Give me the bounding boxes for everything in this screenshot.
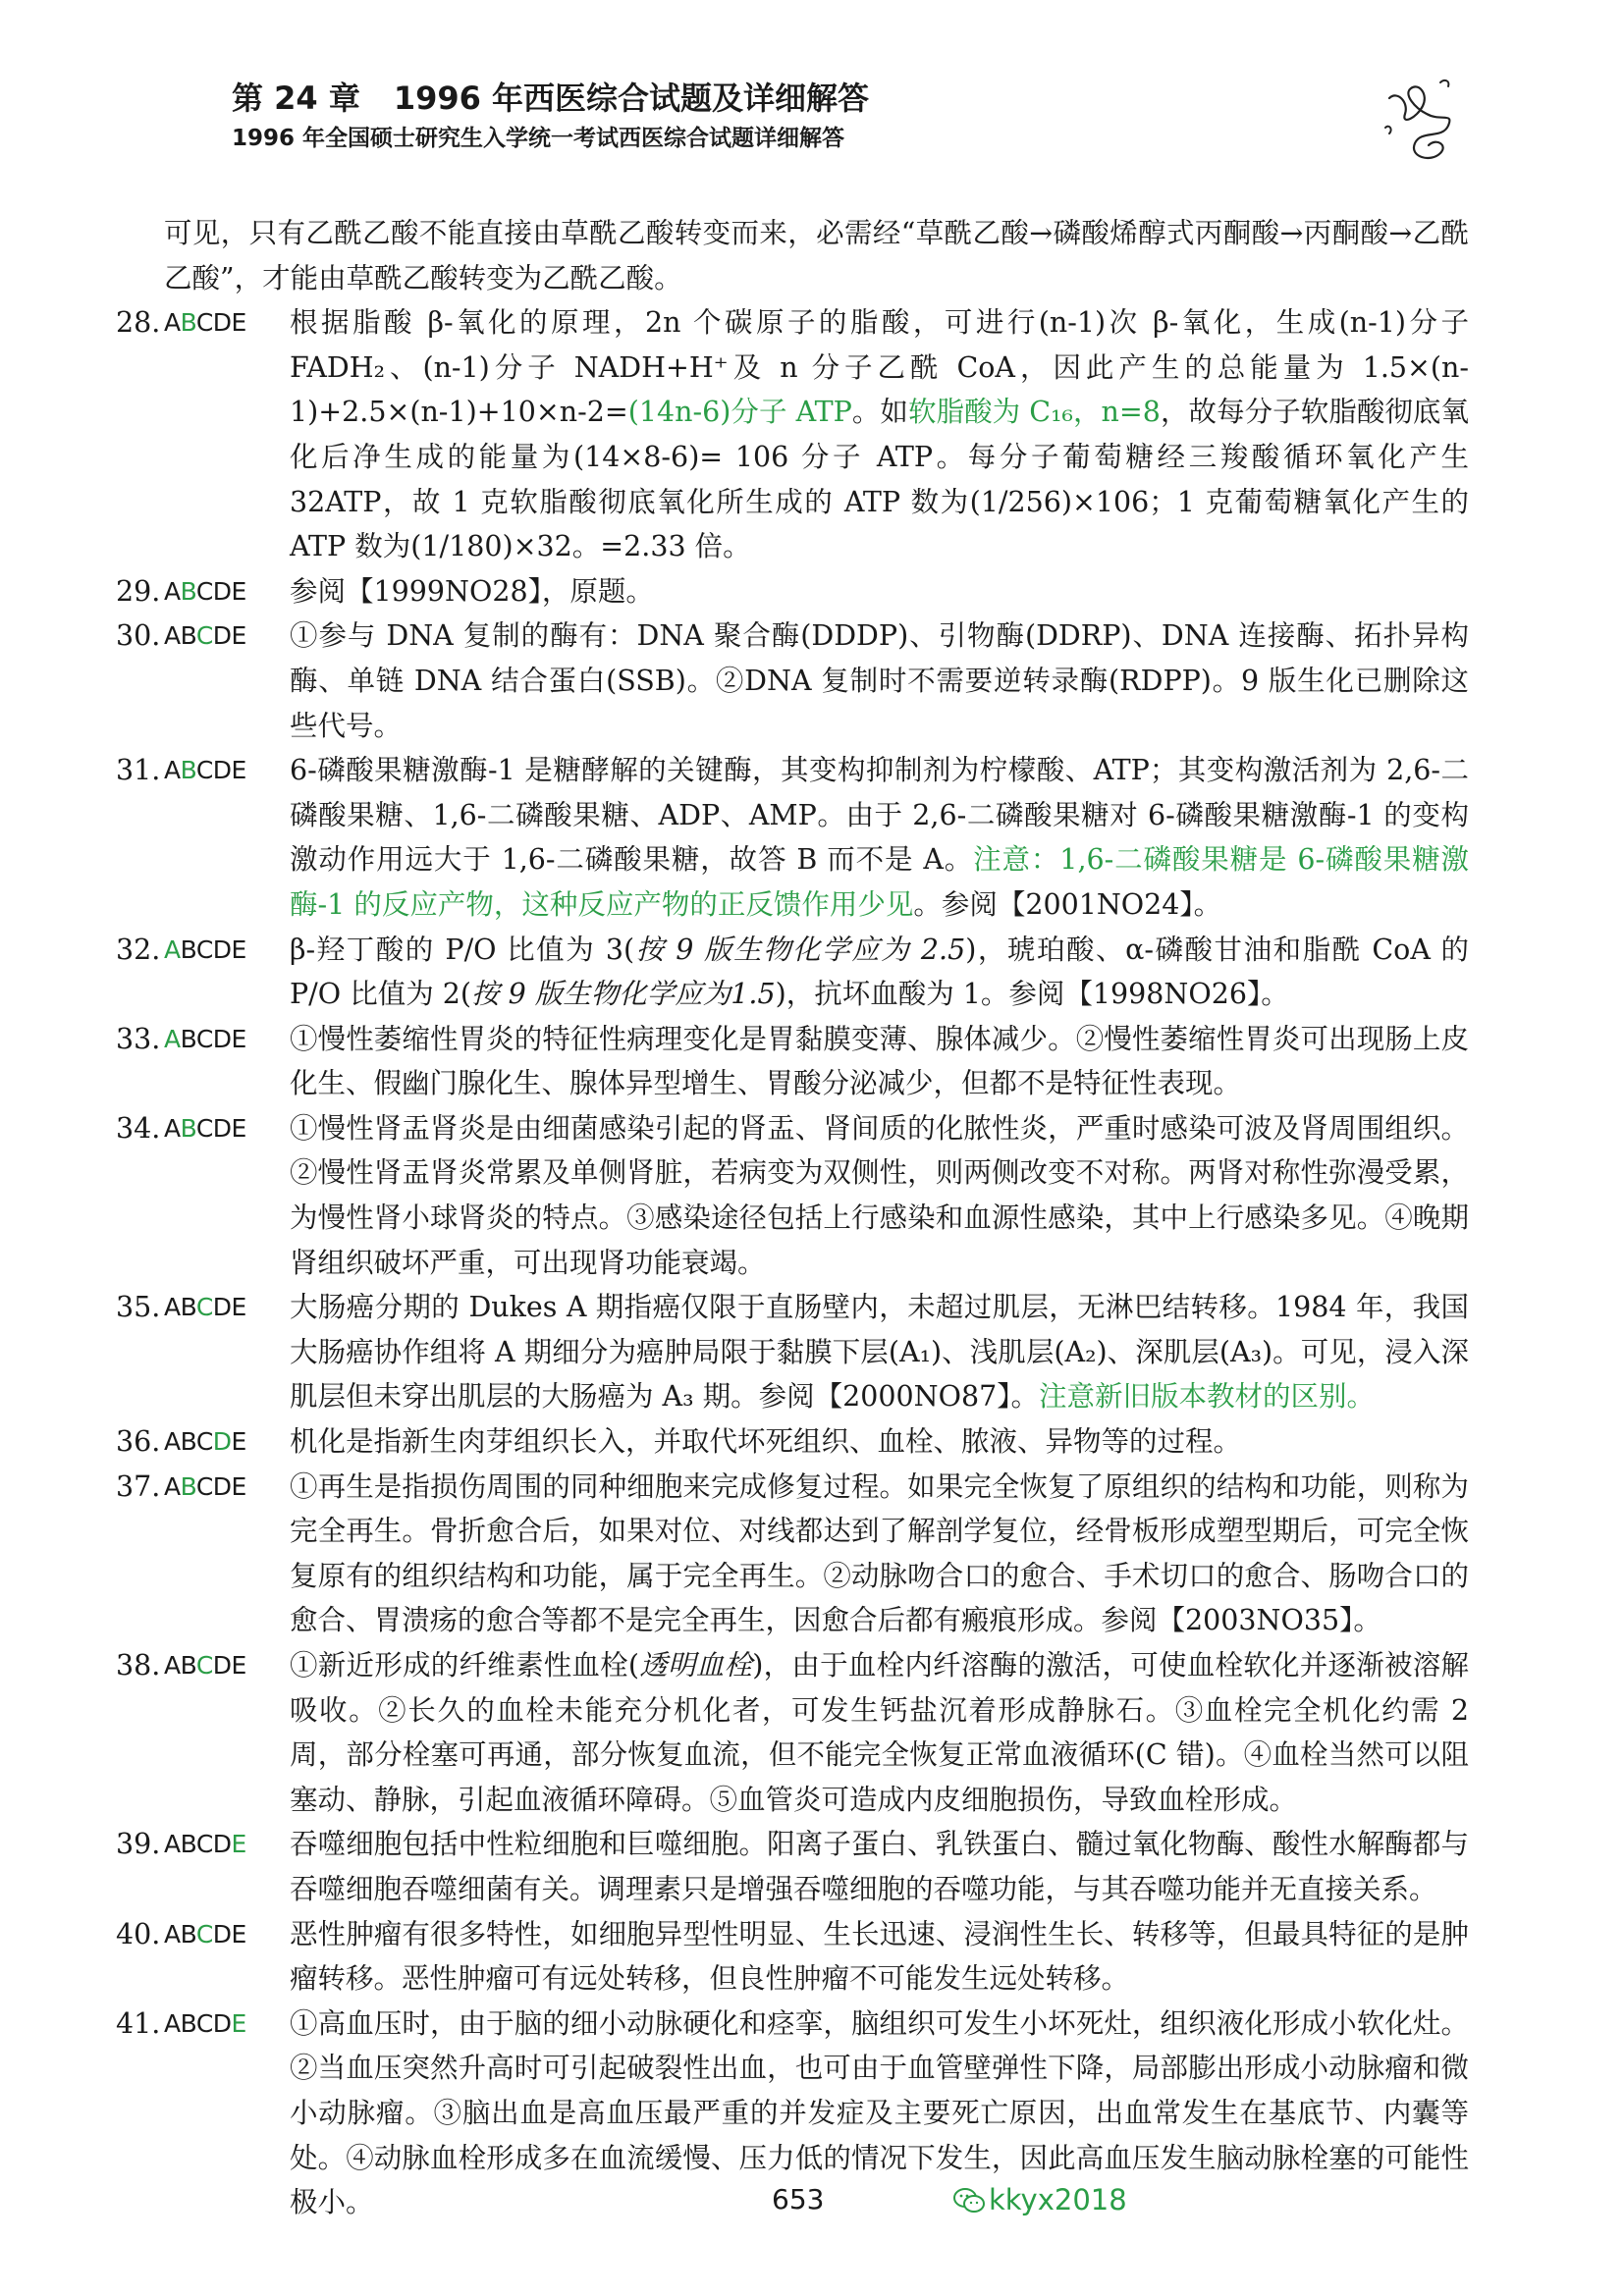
correct-option: A <box>164 1024 181 1053</box>
explanation-text <box>290 300 1469 569</box>
answer-options <box>158 1017 290 1106</box>
options-after: DE <box>212 1919 246 1949</box>
explanation-segment: ①高血压时，由于脑的细小动脉硬化和痉挛，脑组织可发生小坏死灶，组织液化形成小软化灶。②当血压突然升高时可引起破裂性出血，也可由于血管壁弹性下降，局部膨出形成小动脉瘤和微小动脉瘤。③脑出血是高血压最严重的并发症及主要死亡原因，出血常发生在基底节、内囊等处。④动脉血栓形成多在血流缓慢、压力低的情况下发生，因此高血压发生脑动脉栓塞的可能性极小。 <box>290 2006 1469 2219</box>
correct-option: B <box>180 576 196 606</box>
explanation-text <box>290 1285 1469 1419</box>
answer-list <box>116 300 1469 2225</box>
correct-option: C <box>195 1919 213 1949</box>
options-before: A <box>164 576 181 606</box>
explanation-segment: ，故每分子软脂酸彻底氧化后净生成的能量为(14×8-6)= 106 分子 ATP。每分子葡萄糖经三羧酸循环氧化产生 32ATP，故 1 克软脂酸彻底氧化所生成的 ATP 数为(1/256)×106；1 克葡萄糖氧化产生的 ATP 数为(1/180)×32。=2.33 倍。 <box>290 396 1469 563</box>
options-before: AB <box>164 621 196 651</box>
answer-item <box>116 569 1469 614</box>
explanation-segment: )，由于血栓内纤溶酶的激活，可使血栓软化并逐渐被溶解吸收。②长久的血栓未能充分机化者，可发生钙盐沉着形成静脉石。③血栓完全机化约需 2 周，部分栓塞可再通，部分恢复血流，但不能完全恢复正常血液循环(C 错)。④血栓当然可以阻塞动、静脉，引起血液循环障碍。⑤血管炎可造成内皮细胞损伤，导致血栓形成。 <box>290 1649 1469 1816</box>
explanation-segment: ①慢性萎缩性胃炎的特征性病理变化是胃黏膜变薄、腺体减少。②慢性萎缩性胃炎可出现肠上皮化生、假幽门腺化生、腺体异型增生、胃酸分泌减少，但都不是特征性表现。 <box>290 1022 1469 1100</box>
options-after: BCDE <box>180 1024 246 1053</box>
options-after: CDE <box>195 1471 246 1501</box>
question-number: 29. <box>116 574 161 608</box>
correct-option: C <box>195 1293 213 1322</box>
options-before: A <box>164 308 181 338</box>
italic-note: 按 9 版生物化学应为1.5 <box>471 978 776 1011</box>
question-number: 36. <box>116 1425 161 1459</box>
answer-options <box>158 569 290 614</box>
question-number: 34. <box>116 1111 161 1145</box>
explanation-text <box>290 614 1469 748</box>
answer-options <box>158 300 290 569</box>
options-after: CDE <box>195 308 246 338</box>
question-number: 30. <box>116 619 161 653</box>
correct-option: E <box>231 2008 246 2038</box>
answer-item <box>116 1912 1469 2002</box>
options-after: DE <box>212 621 246 651</box>
correct-option: B <box>180 1113 196 1143</box>
answer-item <box>116 1106 1469 1285</box>
explanation-text <box>290 1822 1469 1911</box>
watermark <box>952 2183 1127 2216</box>
answer-options <box>158 1465 290 1643</box>
question-number: 40. <box>116 1917 161 1950</box>
question-number: 37. <box>116 1469 161 1503</box>
answer-item <box>116 1285 1469 1419</box>
correct-option: A <box>164 934 181 964</box>
explanation-segment: 根据脂酸 β-氧化的原理，2n 个碳原子的脂酸，可进行(n-1)次 β-氧化，生成(n-1)分子 FADH₂、(n-1)分子 NADH+H⁺及 n 分子乙酰 CoA，因此产生的总能量为 1.5×(n-1)+2.5×(n-1)+10×n-2= <box>290 306 1469 429</box>
chapter-title: 1996 年西医综合试题及详细解答 <box>393 80 870 117</box>
options-before: A <box>164 1113 181 1143</box>
options-before: AB <box>164 1651 196 1680</box>
question-number: 39. <box>116 1828 161 1861</box>
question-number: 31. <box>116 754 161 787</box>
explanation-segment: ①慢性肾盂肾炎是由细菌感染引起的肾盂、肾间质的化脓性炎，严重时感染可波及肾周围组织。②慢性肾盂肾炎常累及单侧肾脏，若病变为双侧性，则两侧改变不对称。两肾对称性弥漫受累，为慢性肾小球肾炎的特点。③感染途径包括上行感染和血源性感染，其中上行感染多见。④晚期肾组织破坏严重，可出现肾功能衰竭。 <box>290 1111 1469 1279</box>
highlight-note: 注意：1,6-二磷酸果糖是 6-磷酸果糖激酶-1 的反应产物，这种反应产物的正反馈作用少见 <box>290 843 1469 921</box>
scribble-logo-icon <box>1380 69 1468 177</box>
options-after: DE <box>212 1293 246 1322</box>
explanation-segment: )，抗坏血酸为 1。参阅【1998NO26】。 <box>775 978 1289 1011</box>
correct-option: C <box>195 1651 213 1680</box>
options-before: A <box>164 756 181 785</box>
answer-item <box>116 300 1469 569</box>
answer-item <box>116 748 1469 927</box>
options-after: DE <box>212 1651 246 1680</box>
explanation-segment: 。参阅【2001NO24】。 <box>913 887 1222 921</box>
explanation-segment: 机化是指新生肉芽组织长入，并取代坏死组织、血栓、脓液、异物等的过程。 <box>290 1425 1242 1459</box>
question-number: 32. <box>116 933 161 966</box>
explanation-segment: 参阅【1999NO28】，原题。 <box>290 574 654 608</box>
options-after: CDE <box>195 576 246 606</box>
answer-options <box>158 1912 290 2002</box>
correct-option: C <box>195 621 213 651</box>
answer-options <box>158 1643 290 1822</box>
explanation-text <box>290 569 1469 614</box>
answer-item <box>116 928 1469 1017</box>
answer-options <box>158 614 290 748</box>
explanation-segment: ①参与 DNA 复制的酶有：DNA 聚合酶(DDDP)、引物酶(DDRP)、DNA 连接酶、拓扑异构酶、单链 DNA 结合蛋白(SSB)。②DNA 复制时不需要逆转录酶(RDPP)。9 版生化已删除这些代号。 <box>290 619 1469 742</box>
correct-option: B <box>180 756 196 785</box>
answer-item <box>116 1017 1469 1106</box>
correct-option: B <box>180 308 196 338</box>
explanation-text <box>290 928 1469 1017</box>
explanation-segment: ①新近形成的纤维素性血栓( <box>290 1649 640 1682</box>
options-after: BCDE <box>180 934 246 964</box>
explanation-segment: 吞噬细胞包括中性粒细胞和巨噬细胞。阳离子蛋白、乳铁蛋白、髓过氧化物酶、酸性水解酶都与吞噬细胞吞噬细菌有关。调理素只是增强吞噬细胞的吞噬功能，与其吞噬功能并无直接关系。 <box>290 1828 1469 1905</box>
explanation-text <box>290 1912 1469 2002</box>
highlight-note: 注意新旧版本教材的区别。 <box>1038 1380 1375 1414</box>
explanation-segment: ①再生是指损伤周围的同种细胞来完成修复过程。如果完全恢复了原组织的结构和功能，则称为完全再生。骨折愈合后，如果对位、对线都达到了解剖学复位，经骨板形成塑型期后，可完全恢复原有的组织结构和功能，属于完全再生。②动脉吻合口的愈合、手术切口的愈合、肠吻合口的愈合、胃溃疡的愈合等都不是完全再生，因愈合后都有瘢痕形成。参阅【2003NO35】。 <box>290 1469 1469 1637</box>
options-after: E <box>231 1427 246 1457</box>
correct-option: E <box>231 1830 246 1859</box>
page-header <box>232 77 1469 155</box>
continuation-paragraph: 可见，只有乙酰乙酸不能直接由草酰乙酸转变而来，必需经“草酰乙酸→磷酸烯醇式丙酮酸→丙酮酸→乙酰乙酸”，才能由草酰乙酸转变为乙酰乙酸。 <box>164 217 1469 294</box>
wechat-icon <box>952 2187 986 2215</box>
options-before: ABCD <box>164 2008 232 2038</box>
italic-note: 透明血栓 <box>639 1649 753 1682</box>
options-before: A <box>164 1471 181 1501</box>
explanation-text <box>290 2002 1469 2225</box>
chapter-number: 第 24 章 <box>232 80 360 117</box>
page-number: 653 <box>772 2183 825 2216</box>
explanation-segment: 。如 <box>851 396 908 429</box>
explanation-segment: 大肠癌分期的 Dukes A 期指癌仅限于直肠壁内，未超过肌层，无淋巴结转移。1984 年，我国大肠癌协作组将 A 期细分为癌肿局限于黏膜下层(A₁)、浅肌层(A₂)、深肌层(A₃)。可见，浸入深肌层但未穿出肌层的大肠癌为 A₃ 期。参阅【2000NO87】。 <box>290 1291 1469 1414</box>
explanation-text <box>290 1465 1469 1643</box>
answer-options <box>158 928 290 1017</box>
answer-options <box>158 1822 290 1911</box>
answer-options <box>158 1285 290 1419</box>
options-before: ABC <box>164 1427 213 1457</box>
options-after: CDE <box>195 756 246 785</box>
chapter-subtitle: 1996 年全国硕士研究生入学统一考试西医综合试题详细解答 <box>232 126 845 151</box>
answer-item <box>116 1465 1469 1643</box>
question-number: 35. <box>116 1291 161 1324</box>
answer-item <box>116 1822 1469 1911</box>
highlight-note: 软脂酸为 C₁₆，n=8 <box>907 396 1161 429</box>
chapter-heading <box>232 77 1469 120</box>
watermark-text: kkyx2018 <box>989 2183 1127 2216</box>
answer-content <box>116 211 1469 2225</box>
italic-note: 按 9 版生物化学应为 2.5 <box>634 933 966 966</box>
explanation-text <box>290 1419 1469 1465</box>
answer-item <box>116 1419 1469 1465</box>
answer-options <box>158 2002 290 2225</box>
options-before: AB <box>164 1293 196 1322</box>
question-number: 41. <box>116 2006 161 2040</box>
question-number: 28. <box>116 306 161 340</box>
explanation-segment: 6-磷酸果糖激酶-1 是糖酵解的关键酶，其变构抑制剂为柠檬酸、ATP；其变构激活剂为 2,6-二磷酸果糖、1,6-二磷酸果糖、ADP、AMP。由于 2,6-二磷酸果糖对 6-磷酸果糖激酶-1 的变构激动作用远大于 1,6-二磷酸果糖，故答 B 而不是 A。 <box>290 754 1469 877</box>
options-before: AB <box>164 1919 196 1949</box>
options-before: ABCD <box>164 1830 232 1859</box>
options-after: CDE <box>195 1113 246 1143</box>
correct-option: B <box>180 1471 196 1501</box>
correct-option: D <box>212 1427 232 1457</box>
explanation-text <box>290 1017 1469 1106</box>
answer-item <box>116 1643 1469 1822</box>
explanation-segment: )，琥珀酸、α-磷酸甘油和脂酰 CoA 的 P/O 比值为 2( <box>290 933 1469 1011</box>
question-number: 33. <box>116 1022 161 1055</box>
answer-options <box>158 1106 290 1285</box>
explanation-text <box>290 1643 1469 1822</box>
answer-options <box>158 1419 290 1465</box>
answer-options <box>158 748 290 927</box>
explanation-segment: 恶性肿瘤有很多特性，如细胞异型性明显、生长迅速、浸润性生长、转移等，但最具特征的是肿瘤转移。恶性肿瘤可有远处转移，但良性肿瘤不可能发生远处转移。 <box>290 1917 1469 1996</box>
question-number: 38. <box>116 1649 161 1682</box>
explanation-text <box>290 748 1469 927</box>
highlight-note: (14n-6)分子 ATP <box>627 396 852 429</box>
explanation-text <box>290 1106 1469 1285</box>
answer-item <box>116 614 1469 748</box>
explanation-segment: β-羟丁酸的 P/O 比值为 3( <box>290 933 635 966</box>
